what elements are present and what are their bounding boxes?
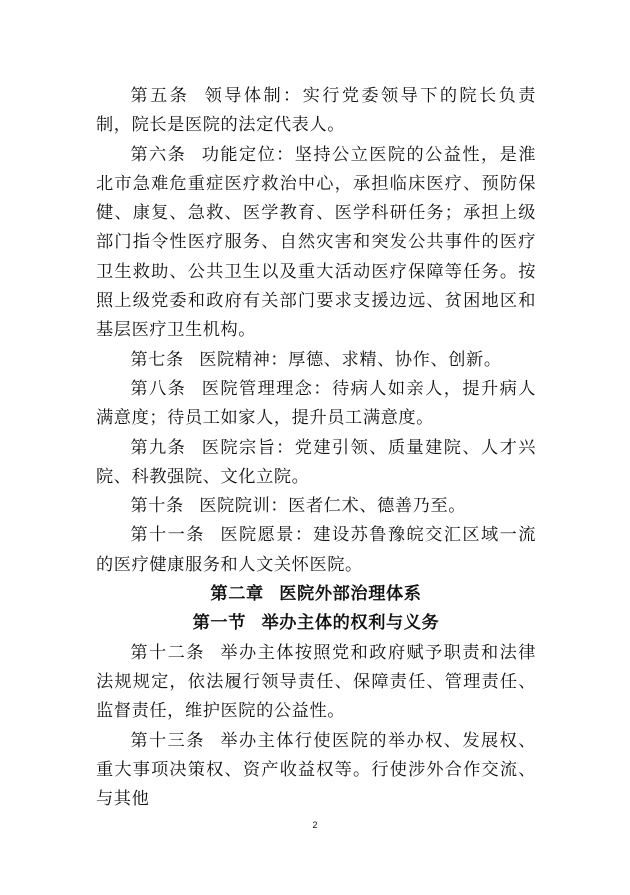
chapter-title: 医院外部治理体系 bbox=[279, 584, 422, 605]
article-number: 第九条 bbox=[130, 437, 187, 458]
article-6 bbox=[96, 141, 536, 346]
article-7 bbox=[96, 346, 536, 375]
article-5 bbox=[96, 82, 536, 141]
article-number: 第八条 bbox=[130, 378, 187, 399]
article-text: 医院宗旨：党建引领、质量建院、人才兴院、科教强院、文化立院。 bbox=[96, 437, 536, 487]
article-12 bbox=[96, 639, 536, 727]
article-number: 第五条 bbox=[130, 86, 190, 106]
article-11 bbox=[96, 521, 536, 580]
article-8 bbox=[96, 375, 536, 434]
section-number: 第一节 bbox=[192, 613, 246, 634]
article-text: 医院愿景：建设苏鲁豫皖交汇区域一流的医疗健康服务和人文关怀医院。 bbox=[96, 525, 537, 575]
article-text: 领导体制：实行党委领导下的院长负责制，院长是医院的法定代表人。 bbox=[96, 86, 536, 136]
article-text: 医院管理理念：待病人如亲人，提升病人满意度；待员工如家人，提升员工满意度。 bbox=[96, 378, 536, 429]
article-number: 第十二条 bbox=[130, 642, 205, 663]
chapter-number: 第二章 bbox=[210, 584, 264, 605]
article-text: 医院院训：医者仁术、德善乃至。 bbox=[199, 496, 467, 517]
article-text: 举办主体按照党和政府赋予职责和法律法规规定，依法履行领导责任、保障责任、管理责任、监督责任，维护医院的公益性。 bbox=[96, 642, 537, 722]
article-13 bbox=[96, 727, 536, 815]
article-number: 第六条 bbox=[130, 144, 187, 165]
article-number: 第十一条 bbox=[130, 525, 205, 546]
article-text: 医院精神：厚德、求精、协作、创新。 bbox=[199, 349, 502, 370]
article-number: 第七条 bbox=[130, 349, 184, 370]
article-number: 第十条 bbox=[130, 496, 184, 517]
document-body bbox=[96, 82, 536, 814]
chapter-heading bbox=[96, 580, 536, 609]
section-title: 举办主体的权利与义务 bbox=[261, 613, 440, 634]
article-text: 功能定位：坚持公立医院的公益性，是淮北市急难危重症医疗救治中心，承担临床医疗、预防保健、康复、急救、医学教育、医学科研任务；承担上级部门指令性医疗服务、自然灾害和突发公共事件的医疗卫生救助、公共卫生以及重大活动医疗保障等任务。按照上级党委和政府有关部门要求支援边远、贫困地区和基层医疗卫生机构。 bbox=[96, 144, 536, 341]
page-number: 2 bbox=[312, 820, 318, 830]
section-heading bbox=[96, 609, 536, 638]
article-number: 第十三条 bbox=[130, 730, 205, 751]
article-text: 举办主体行使医院的举办权、发展权、重大事项决策权、资产收益权等。行使涉外合作交流、与其他 bbox=[96, 730, 537, 810]
article-10 bbox=[96, 492, 536, 521]
article-9 bbox=[96, 434, 536, 493]
